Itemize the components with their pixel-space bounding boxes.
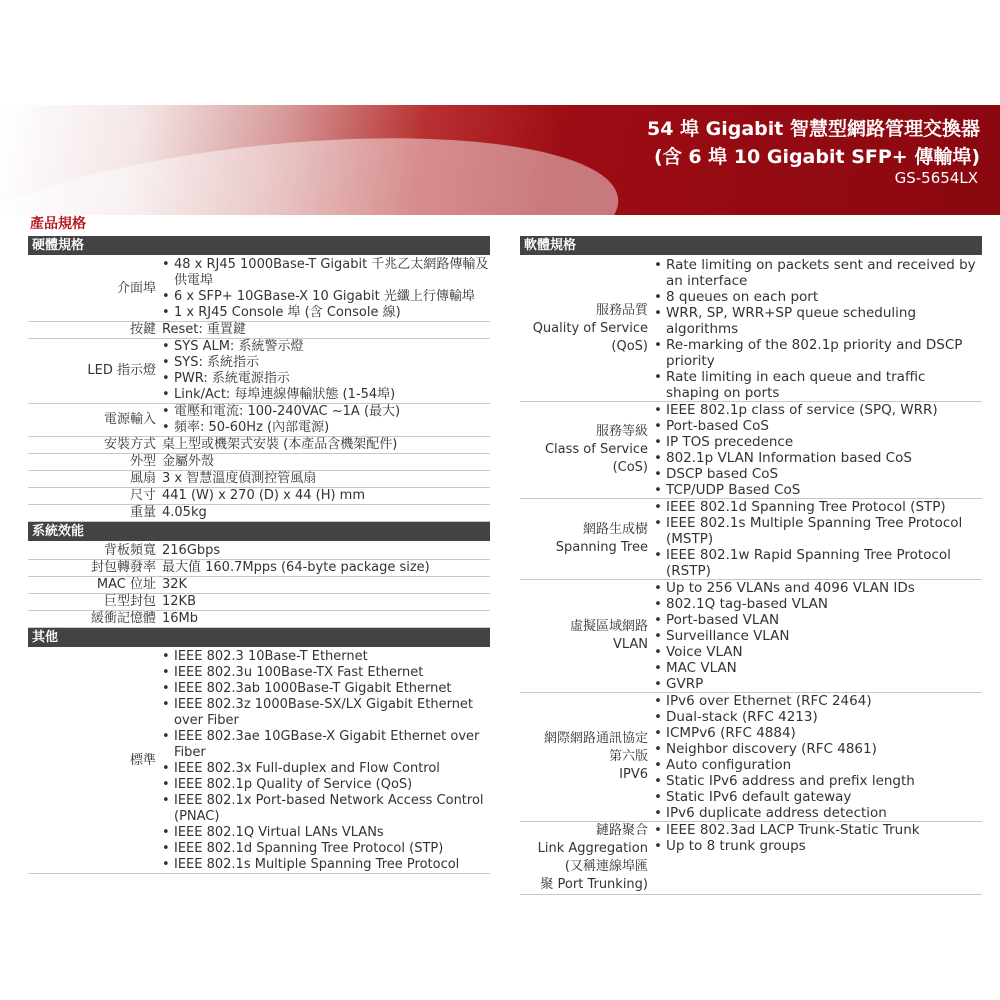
- spec-label: [28, 649, 160, 873]
- spec-value: [160, 505, 490, 521]
- spec-row: [28, 505, 490, 522]
- spec-value-text: 12KB: [162, 594, 196, 609]
- spec-bullet-list: [652, 693, 982, 821]
- spec-label: [28, 560, 160, 576]
- spec-bullet-item: • Up to 8 trunk groups: [652, 838, 982, 854]
- product-subtitle: (含 6 埠 10 Gigabit SFP+ 傳輸埠): [654, 146, 980, 168]
- spec-bullet-item: • ICMPv6 (RFC 4884): [652, 725, 982, 741]
- spec-bullet-item: • 1 x RJ45 Console 埠 (含 Console 線): [160, 305, 490, 321]
- spec-label: [28, 488, 160, 504]
- spec-label-text: 封包轉發率: [90, 560, 156, 575]
- spec-value-text: 32K: [162, 577, 188, 592]
- spec-bullet-item: • IEEE 802.1d Spanning Tree Protocol (STP): [160, 841, 490, 857]
- spec-value-text: 4.05kg: [162, 505, 207, 520]
- spec-value-text: 216Gbps: [162, 543, 221, 558]
- spec-bullet-item: • WRR, SP, WRR+SP queue scheduling algorithms: [652, 305, 982, 337]
- spec-value: [652, 580, 982, 692]
- spec-row: [28, 257, 490, 322]
- hardware-section: [28, 236, 490, 522]
- spec-bullet-item: • IEEE 802.1s Multiple Spanning Tree Protocol: [160, 857, 490, 873]
- spec-row: [28, 577, 490, 594]
- spec-value: [160, 471, 490, 487]
- right-column: [520, 236, 982, 895]
- spec-bullet-item: • SYS: 系統指示: [160, 355, 490, 371]
- spec-label: [28, 322, 160, 338]
- spec-bullet-item: • Port-based CoS: [652, 418, 982, 434]
- spec-label-text: 服務品質 Quality of Service (QoS): [532, 303, 648, 354]
- spec-bullet-item: • SYS ALM: 系統警示燈: [160, 339, 490, 355]
- spec-label: [28, 404, 160, 436]
- spec-bullet-item: • IEEE 802.1s Multiple Spanning Tree Protocol (MSTP): [652, 515, 982, 547]
- section-title: 硬體規格: [28, 236, 490, 255]
- spec-label-text: 尺寸: [129, 488, 156, 503]
- spec-label-text: 按鍵: [129, 322, 156, 337]
- spec-value-text: Reset: 重置鍵: [162, 322, 246, 337]
- spec-row: [28, 594, 490, 611]
- spec-bullet-item: • IEEE 802.3u 100Base-TX Fast Ethernet: [160, 665, 490, 681]
- spec-bullet-item: • Link/Act: 每埠連線傳輸狀態 (1-54埠): [160, 387, 490, 403]
- spec-bullet-item: • IEEE 802.3z 1000Base-SX/LX Gigabit Ethernet over Fiber: [160, 697, 490, 729]
- spec-row: [520, 822, 982, 895]
- spec-label-text: 安裝方式: [103, 437, 156, 452]
- spec-bullet-list: [160, 339, 490, 403]
- spec-bullet-item: • IEEE 802.1p Quality of Service (QoS): [160, 777, 490, 793]
- spec-row: [520, 693, 982, 822]
- spec-label-text: 緩衝記憶體: [90, 611, 156, 626]
- spec-bullet-item: • Up to 256 VLANs and 4096 VLAN IDs: [652, 580, 982, 596]
- spec-label-text: 標準: [129, 753, 156, 768]
- spec-bullet-item: • IEEE 802.3 10Base-T Ethernet: [160, 649, 490, 665]
- spec-label-text: 服務等級 Class of Service (CoS): [544, 424, 648, 475]
- spec-label-text: 網際網路通訊協定 第六版 IPV6: [543, 731, 648, 782]
- section-title: 軟體規格: [520, 236, 982, 255]
- spec-label: [28, 471, 160, 487]
- spec-bullet-item: • Rate limiting on packets sent and received by an interface: [652, 257, 982, 289]
- spec-label-text: MAC 位址: [96, 577, 156, 592]
- spec-row: [520, 499, 982, 580]
- spec-bullet-item: • Re-marking of the 802.1p priority and DSCP priority: [652, 337, 982, 369]
- spec-bullet-item: • IEEE 802.1w Rapid Spanning Tree Protocol (RSTP): [652, 547, 982, 579]
- spec-bullet-list: [652, 580, 982, 692]
- spec-value: [160, 257, 490, 321]
- spec-row: [28, 560, 490, 577]
- spec-row: [28, 543, 490, 560]
- spec-row: [520, 402, 982, 499]
- spec-label: [28, 339, 160, 403]
- spec-bullet-item: • 8 queues on each port: [652, 289, 982, 305]
- spec-label-text: 重量: [129, 505, 156, 520]
- spec-label: [520, 257, 652, 401]
- spec-bullet-item: • IEEE 802.1p class of service (SPQ, WRR): [652, 402, 982, 418]
- spec-value: [652, 402, 982, 498]
- spec-label: [520, 693, 652, 821]
- spec-bullet-item: • IEEE 802.3ad LACP Trunk-Static Trunk: [652, 822, 982, 838]
- spec-bullet-item: • Dual-stack (RFC 4213): [652, 709, 982, 725]
- spec-value: [652, 257, 982, 401]
- spec-value-text: 16Mb: [162, 611, 199, 626]
- spec-value-text: 金屬外殼: [162, 454, 215, 469]
- spec-label: [28, 454, 160, 470]
- spec-label: [28, 257, 160, 321]
- spec-bullet-item: • TCP/UDP Based CoS: [652, 482, 982, 498]
- spec-value: [160, 560, 490, 576]
- spec-label-text: 鏈路聚合 Link Aggregation (又稱連線埠匯 聚 Port Trunking): [537, 823, 648, 892]
- spec-bullet-item: • PWR: 系統電源指示: [160, 371, 490, 387]
- spec-label-text: 電源輸入: [103, 412, 156, 427]
- spec-label: [28, 594, 160, 610]
- spec-value: [160, 577, 490, 593]
- spec-row: [28, 339, 490, 404]
- spec-value: [160, 488, 490, 504]
- spec-label: [520, 402, 652, 498]
- header-banner: [0, 105, 1000, 215]
- other-section: [28, 628, 490, 874]
- section-title: 系統效能: [28, 522, 490, 541]
- spec-value: [160, 437, 490, 453]
- spec-bullet-item: • IEEE 802.1Q Virtual LANs VLANs: [160, 825, 490, 841]
- spec-bullet-list: [652, 257, 982, 401]
- spec-label-text: 網路生成樹 Spanning Tree: [555, 522, 648, 555]
- software-section: [520, 236, 982, 895]
- spec-bullet-item: • IPv6 duplicate address detection: [652, 805, 982, 821]
- spec-bullet-item: • Auto configuration: [652, 757, 982, 773]
- spec-bullet-list: [652, 822, 982, 854]
- spec-bullet-item: • Voice VLAN: [652, 644, 982, 660]
- spec-label-text: 風扇: [129, 471, 156, 486]
- spec-bullet-item: • 6 x SFP+ 10GBase-X 10 Gigabit 光纖上行傳輸埠: [160, 289, 490, 305]
- spec-value: [160, 649, 490, 873]
- spec-bullet-item: • IP TOS precedence: [652, 434, 982, 450]
- spec-bullet-list: [160, 257, 490, 321]
- spec-value: [160, 404, 490, 436]
- spec-row: [28, 322, 490, 339]
- spec-row: [28, 471, 490, 488]
- spec-row: [520, 580, 982, 693]
- spec-row: [28, 611, 490, 628]
- spec-bullet-item: • IEEE 802.3ab 1000Base-T Gigabit Ethernet: [160, 681, 490, 697]
- spec-value: [652, 822, 982, 894]
- spec-value-text: 桌上型或機架式安裝 (本產品含機架配件): [162, 437, 398, 452]
- spec-bullet-item: • IEEE 802.3ae 10GBase-X Gigabit Ethernet over Fiber: [160, 729, 490, 761]
- spec-label-text: 背板頻寬: [103, 543, 156, 558]
- spec-row: [28, 649, 490, 874]
- spec-value: [160, 594, 490, 610]
- spec-bullet-item: • Surveillance VLAN: [652, 628, 982, 644]
- spec-heading: 產品規格: [30, 216, 86, 232]
- spec-label: [28, 543, 160, 559]
- spec-label: [520, 580, 652, 692]
- spec-value: [160, 543, 490, 559]
- spec-value: [652, 693, 982, 821]
- product-title: 54 埠 Gigabit 智慧型網路管理交換器: [646, 118, 980, 140]
- spec-bullet-item: • DSCP based CoS: [652, 466, 982, 482]
- spec-value: [652, 499, 982, 579]
- spec-label: [28, 577, 160, 593]
- spec-bullet-item: • Static IPv6 address and prefix length: [652, 773, 982, 789]
- spec-bullet-item: • Neighbor discovery (RFC 4861): [652, 741, 982, 757]
- spec-label: [28, 611, 160, 627]
- spec-value: [160, 322, 490, 338]
- spec-bullet-item: • 48 x RJ45 1000Base-T Gigabit 千兆乙太網路傳輸及供電埠: [160, 257, 490, 289]
- spec-label: [520, 822, 652, 894]
- spec-bullet-list: [160, 404, 490, 436]
- spec-bullet-item: • Port-based VLAN: [652, 612, 982, 628]
- spec-bullet-item: • 802.1p VLAN Information based CoS: [652, 450, 982, 466]
- spec-row: [28, 488, 490, 505]
- left-column: [28, 236, 490, 874]
- spec-label-text: 外型: [129, 454, 156, 469]
- spec-value-text: 最大值 160.7Mpps (64-byte package size): [162, 560, 430, 575]
- spec-value-text: 3 x 智慧溫度偵測控管風扇: [162, 471, 317, 486]
- spec-label-text: 介面埠: [116, 281, 156, 296]
- spec-bullet-item: • 802.1Q tag-based VLAN: [652, 596, 982, 612]
- spec-bullet-item: • IEEE 802.1d Spanning Tree Protocol (STP): [652, 499, 982, 515]
- spec-label-text: 虛擬區域網路 VLAN: [569, 619, 648, 652]
- banner-swoosh-decoration: [0, 109, 627, 215]
- spec-value: [160, 611, 490, 627]
- model-number: GS-5654LX: [894, 169, 978, 187]
- spec-value: [160, 454, 490, 470]
- spec-bullet-list: [160, 649, 490, 873]
- spec-row: [520, 257, 982, 402]
- spec-value: [160, 339, 490, 403]
- spec-bullet-list: [652, 402, 982, 498]
- spec-bullet-item: • IEEE 802.1x Port-based Network Access Control (PNAC): [160, 793, 490, 825]
- spec-row: [28, 404, 490, 437]
- spec-bullet-list: [652, 499, 982, 579]
- spec-row: [28, 437, 490, 454]
- section-title: 其他: [28, 628, 490, 647]
- spec-bullet-item: • 頻率: 50-60Hz (內部電源): [160, 420, 490, 436]
- spec-bullet-item: • MAC VLAN: [652, 660, 982, 676]
- spec-label-text: LED 指示燈: [87, 363, 156, 378]
- spec-value-text: 441 (W) x 270 (D) x 44 (H) mm: [162, 488, 366, 503]
- spec-label: [520, 499, 652, 579]
- spec-bullet-item: • 電壓和電流: 100-240VAC ~1A (最大): [160, 404, 490, 420]
- spec-label: [28, 505, 160, 521]
- spec-bullet-item: • GVRP: [652, 676, 982, 692]
- spec-bullet-item: • Rate limiting in each queue and traffic shaping on ports: [652, 369, 982, 401]
- spec-bullet-item: • Static IPv6 default gateway: [652, 789, 982, 805]
- spec-bullet-item: • IPv6 over Ethernet (RFC 2464): [652, 693, 982, 709]
- spec-bullet-item: • IEEE 802.3x Full-duplex and Flow Control: [160, 761, 490, 777]
- spec-row: [28, 454, 490, 471]
- spec-label: [28, 437, 160, 453]
- spec-label-text: 巨型封包: [103, 594, 156, 609]
- performance-section: [28, 522, 490, 628]
